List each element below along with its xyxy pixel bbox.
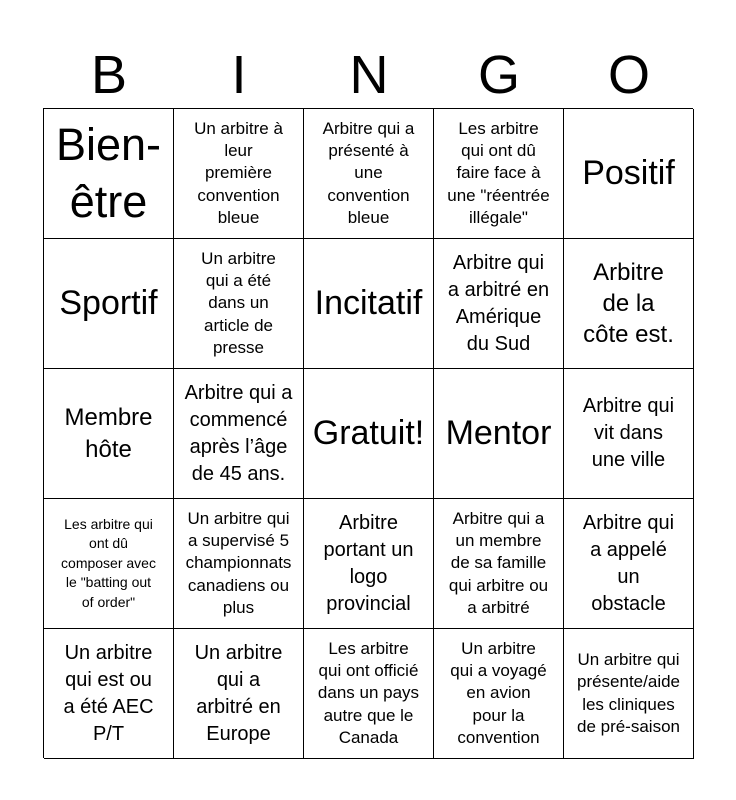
bingo-cell[interactable] xyxy=(174,239,304,369)
bingo-cell[interactable] xyxy=(44,239,174,369)
bingo-cell[interactable] xyxy=(564,369,694,499)
cell-text: Un arbitre à leur première convention bleue xyxy=(194,119,283,227)
bingo-cell[interactable] xyxy=(44,109,174,239)
bingo-cell[interactable] xyxy=(304,499,434,629)
cell-text: Mentor xyxy=(445,414,552,453)
cell-text: Arbitre qui a un membre de sa famille qui arbitre ou a arbitré xyxy=(448,509,549,617)
cell-text: Arbitre qui a appelé un obstacle xyxy=(582,511,675,615)
cell-text: Positif xyxy=(582,154,675,193)
header-letter-i: I xyxy=(231,45,247,105)
bingo-cell[interactable] xyxy=(434,239,564,369)
bingo-cell[interactable] xyxy=(564,629,694,759)
cell-text: Arbitre qui vit dans une ville xyxy=(582,395,675,471)
bingo-cell[interactable] xyxy=(174,109,304,239)
cell-text: Sportif xyxy=(59,284,158,323)
bingo-cell[interactable] xyxy=(174,629,304,759)
header-letter-b: B xyxy=(90,45,128,105)
cell-text: Les arbitre qui ont dû faire face à une "réentrée illégale" xyxy=(447,119,550,227)
cell-text: Un arbitre qui présente/aide les cliniques de pré-saison xyxy=(576,650,681,736)
bingo-cell[interactable] xyxy=(174,369,304,499)
cell-text: Un arbitre qui a supervisé 5 championnats canadiens ou plus xyxy=(185,509,292,617)
bingo-cell[interactable] xyxy=(434,109,564,239)
cell-text: Les arbitre qui ont dû composer avec le "batting out of order" xyxy=(61,515,156,610)
bingo-header xyxy=(44,40,694,110)
bingo-cell[interactable] xyxy=(44,499,174,629)
header-letter-g: G xyxy=(477,45,520,105)
cell-text: Arbitre portant un logo provincial xyxy=(323,511,414,615)
bingo-board xyxy=(43,108,693,758)
bingo-cell[interactable] xyxy=(564,239,694,369)
cell-text: Un arbitre qui a été dans un article de presse xyxy=(201,249,276,357)
bingo-cell[interactable] xyxy=(304,109,434,239)
bingo-cell[interactable] xyxy=(304,239,434,369)
bingo-cell[interactable] xyxy=(44,629,174,759)
cell-text: Arbitre qui a présenté à une convention bleue xyxy=(322,119,415,227)
bingo-cell[interactable] xyxy=(304,369,434,499)
bingo-cell[interactable] xyxy=(44,369,174,499)
cell-text: Un arbitre qui est ou a été AEC P/T xyxy=(63,641,154,745)
header-letter-o: O xyxy=(607,45,650,105)
cell-text: Arbitre qui a commencé après l’âge de 45 ans. xyxy=(184,381,293,485)
cell-text: Un arbitre qui a voyagé en avion pour la convention xyxy=(450,639,547,747)
bingo-cell[interactable] xyxy=(304,629,434,759)
cell-text: Bien- être xyxy=(55,119,162,227)
bingo-cell[interactable] xyxy=(434,629,564,759)
bingo-cell[interactable] xyxy=(174,499,304,629)
bingo-cell[interactable] xyxy=(564,109,694,239)
header-letter-n: N xyxy=(349,45,389,105)
cell-text: Les arbitre qui ont officié dans un pays autre que le Canada xyxy=(317,639,420,747)
cell-text: Incitatif xyxy=(314,284,423,323)
bingo-cell[interactable] xyxy=(434,499,564,629)
cell-text: Arbitre qui a arbitré en Amérique du Sud xyxy=(447,251,550,355)
cell-text: Membre hôte xyxy=(64,404,153,463)
bingo-cell[interactable] xyxy=(434,369,564,499)
cell-text: Arbitre de la côte est. xyxy=(583,258,674,349)
cell-text: Gratuit! xyxy=(312,414,425,453)
bingo-cell[interactable] xyxy=(564,499,694,629)
cell-text: Un arbitre qui a arbitré en Europe xyxy=(194,641,283,745)
